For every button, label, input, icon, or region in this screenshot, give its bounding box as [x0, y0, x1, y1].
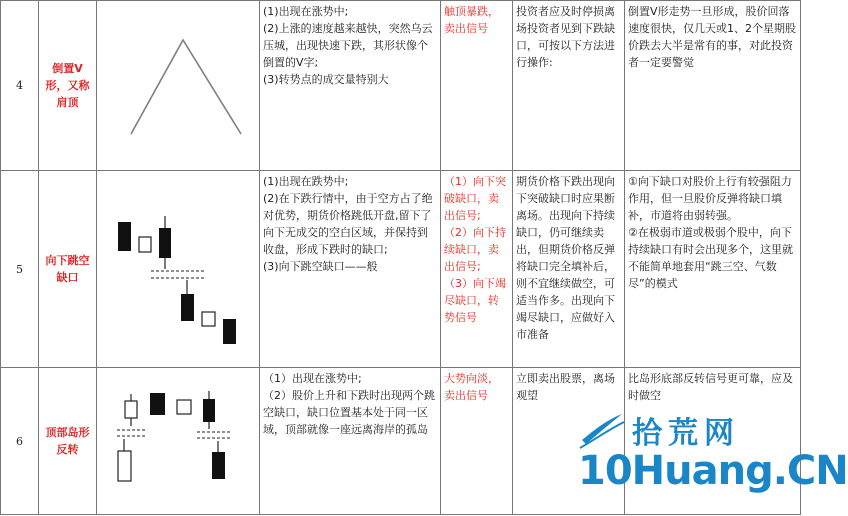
signal-line: （2）向下持续缺口，卖出信号;: [444, 226, 506, 273]
notes-cell: 比岛形底部反转信号更可靠，应及时做空: [625, 368, 801, 515]
feature-line: （2）股价上升和下跌时出现两个跳空缺口，缺口位置基本处于同一区域，顶部就像一座远离海岸的孤岛: [263, 389, 435, 436]
feature-line: (2)在下跌行情中，由于空方占了绝对优势，期货价格跳低开盘,留下了向下无成交的空白区域，并保持到收盘，形成下跌时的缺口;: [263, 192, 433, 256]
candle-black: [203, 399, 215, 422]
candle-white: [202, 312, 215, 326]
signal-line: 大势向淡，: [444, 372, 499, 385]
signal-line: 卖出信号: [444, 22, 488, 35]
inverted-v-line: [131, 40, 241, 134]
candle-black: [150, 393, 165, 415]
feature-line: （1）出现在涨势中;: [263, 372, 362, 385]
strategy-cell: 投资者应及时停损离场投资者见到下跌缺口，可按以下方法进行操作:: [513, 1, 625, 171]
feature-line: (1)出现在涨势中;: [263, 5, 349, 18]
notes-line: ①向下缺口对股价上行有较强阻力作用，但一旦股价反弹将缺口填补，市道将由弱转强。: [628, 175, 792, 222]
notes-line: ②在极弱市道或极弱个股中，向下持续缺口有时会出现多个，这里就不能简单地套用“跳三空、气数尽”的模式: [628, 226, 793, 290]
feature-cell: [260, 368, 441, 515]
candle-black: [118, 222, 131, 251]
watermark-en-text: 10Huang.CN: [578, 448, 848, 494]
candle-white: [177, 400, 191, 414]
row-number: 4: [1, 1, 39, 171]
signal-line: 卖出信号: [444, 389, 488, 402]
signal-cell: [441, 1, 513, 171]
pattern-name: 倒置V形，又称肩顶: [39, 1, 97, 171]
feature-line: (3)向下跳空缺口——般: [263, 260, 378, 273]
row-number: 6: [1, 368, 39, 515]
candle-black: [181, 294, 194, 321]
pattern-figure-inverted-v: [97, 1, 260, 171]
watermark-logo: [578, 408, 848, 508]
pattern-figure-island-top: [97, 368, 260, 515]
signal-line: （1）向下突破缺口，卖出信号;: [444, 175, 506, 222]
swoosh-icon: [578, 410, 626, 450]
strategy-cell: 立即卖出股票，离场观望: [513, 368, 625, 515]
feature-cell: [260, 1, 441, 171]
candle-black: [212, 452, 225, 479]
candle-black: [159, 228, 171, 258]
signal-line: 触顶暴跌，: [444, 5, 499, 18]
row-number: 5: [1, 171, 39, 368]
signal-cell: [441, 171, 513, 368]
candle-white: [125, 401, 137, 418]
feature-line: (2)上涨的速度越来越快，突然乌云压城，出现快速下跌，其形状像个倒置的V字;: [263, 22, 433, 69]
feature-line: (1)出现在跌势中;: [263, 175, 349, 188]
notes-cell: [625, 171, 801, 368]
candle-black: [223, 319, 236, 344]
feature-cell: [260, 171, 441, 368]
feature-line: (3)转势点的成交量特别大: [263, 73, 389, 86]
candle-white: [139, 237, 151, 252]
pattern-name: 向下跳空缺口: [39, 171, 97, 368]
strategy-cell: 期货价格下跌出现向下突破缺口时应果断离场。出现向下持续缺口，仍可继续卖出，但期货价格反弹将缺口完全填补后，则不宜继续做空，可适当作多。出现向下竭尽缺口，应做好入市准备: [513, 171, 625, 368]
signal-cell: [441, 368, 513, 515]
watermark-cn-text: 拾荒网: [632, 416, 740, 451]
candle-white: [118, 451, 131, 481]
notes-cell: 倒置V形走势一旦形成，股价回落速度很快，仅几天或1、2个星期股价跌去大半是常有的事，对此投资者一定要警觉: [625, 1, 801, 171]
table-row: [1, 1, 801, 171]
pattern-name: 顶部岛形反转: [39, 368, 97, 515]
table-row: [1, 171, 801, 368]
signal-line: （3）向下竭尽缺口，转势信号: [444, 277, 506, 324]
pattern-figure-down-gap: [97, 171, 260, 368]
